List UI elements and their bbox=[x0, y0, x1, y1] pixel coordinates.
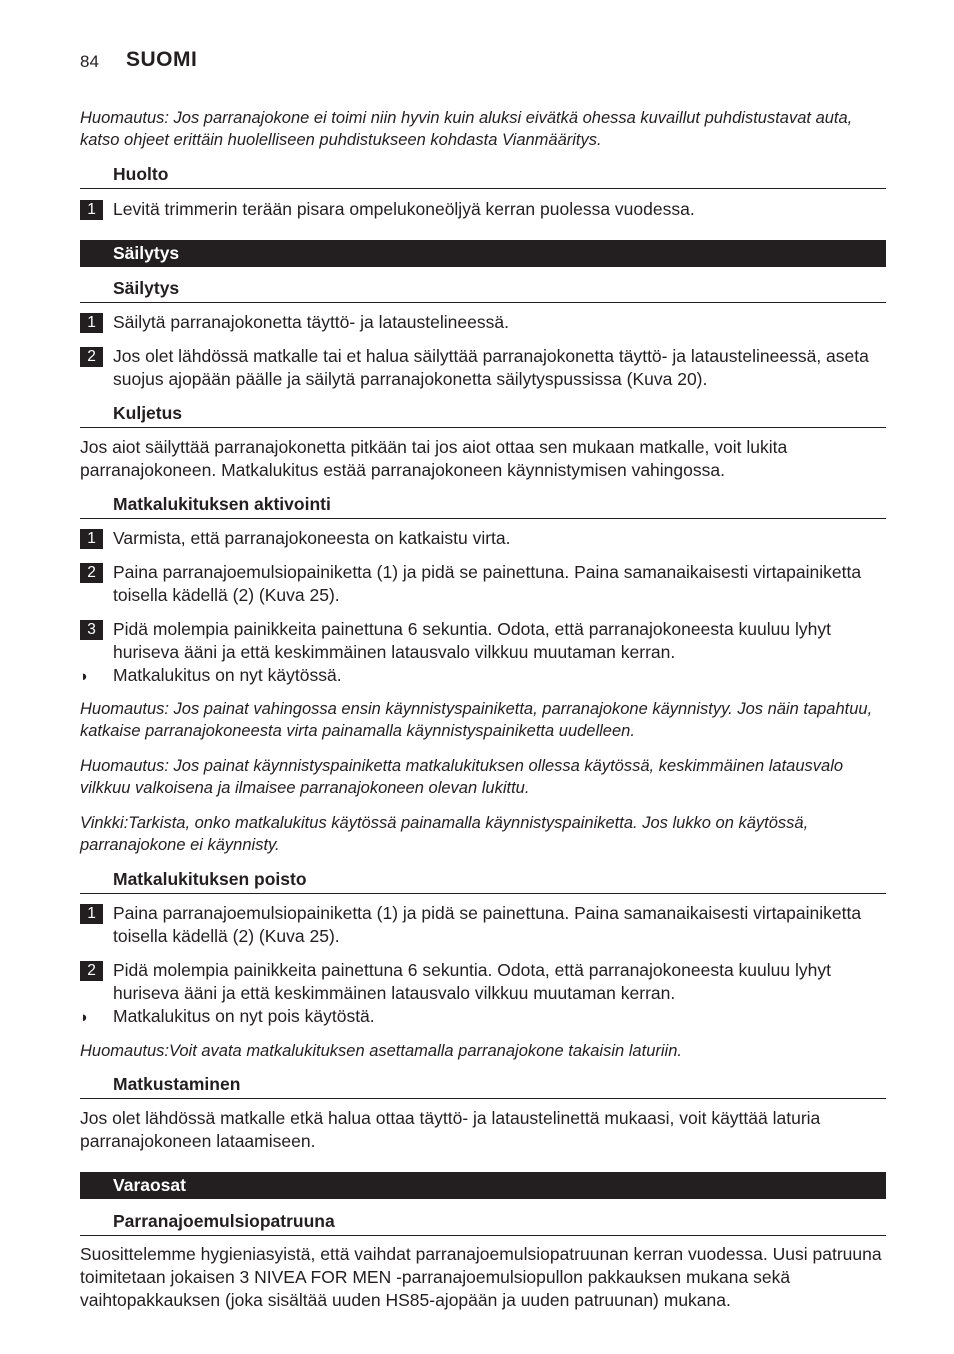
step-number: 2 bbox=[80, 961, 103, 981]
step-number: 3 bbox=[80, 620, 103, 640]
aktivointi-result bbox=[80, 664, 886, 687]
step-text: Jos olet lähdössä matkalle tai et halua säilyttää parranajokonetta täyttö- ja lataustelineessä, aseta suojus ajopään päälle ja säilytä parranajokonetta säilytyspussissa (Kuva 20). bbox=[113, 346, 869, 389]
poisto-result bbox=[80, 1005, 886, 1028]
intro-note: Huomautus: Jos parranajokone ei toimi niin hyvin kuin aluksi eivätkä ohessa kuvaillut puhdistustavat auta, katso ohjeet erittäin huolelliseen puhdistukseen kohdasta Vianmääritys. bbox=[80, 109, 853, 149]
subheading-poisto: Matkalukituksen poisto bbox=[80, 867, 886, 894]
matkustaminen-text: Jos olet lähdössä matkalle etkä halua ottaa täyttö- ja lataustelinettä mukaasi, voit käyttää laturia parranajokoneen lataamiseen. bbox=[80, 1108, 821, 1151]
language-label: SUOMI bbox=[126, 48, 198, 71]
patruuna-text: Suosittelemme hygieniasyistä, että vaihdat parranajoemulsiopatruunan kerran vuodessa. Uusi patruuna toimitetaan jokaisen 3 NIVEA FOR MEN -parranajoemulsiopullon pakkauksen mukana sekä vaihtopakkauksen (joka sisältää uuden HS85-ajopään ja uuden patruunan) mukana. bbox=[80, 1244, 882, 1310]
section-bar-varaosat: Varaosat bbox=[80, 1172, 886, 1199]
step-text: Paina parranajoemulsiopainiketta (1) ja pidä se painettuna. Paina samanaikaisesti virtapainiketta toisella kädellä (2) (Kuva 25). bbox=[113, 903, 862, 946]
step-text: Säilytä parranajokonetta täyttö- ja lataustelineessä. bbox=[113, 312, 509, 332]
aktivointi-step-1 bbox=[80, 527, 886, 550]
step-number: 1 bbox=[80, 529, 103, 549]
sailytys-step-2 bbox=[80, 345, 886, 391]
poisto-step-1 bbox=[80, 902, 886, 948]
page-number: 84 bbox=[80, 52, 99, 71]
step-number: 1 bbox=[80, 313, 103, 333]
poisto-step-2 bbox=[80, 959, 886, 1005]
kuljetus-text: Jos aiot säilyttää parranajokonetta pitkään tai jos aiot ottaa sen mukaan matkalle, voit lukita parranajokoneen. Matkalukitus estää parranajokoneen käynnistymisen vahingossa. bbox=[80, 437, 788, 480]
aktivointi-step-2 bbox=[80, 561, 886, 607]
aktivointi-note-2: Huomautus: Jos painat käynnistyspainiketta matkalukituksen ollessa käytössä, keskimmäinen latausvalo vilkkuu valkoisena ja ilmaisee parranajokoneen olevan lukittu. bbox=[80, 757, 844, 797]
subheading-aktivointi: Matkalukituksen aktivointi bbox=[80, 492, 886, 519]
result-text: Matkalukitus on nyt käytössä. bbox=[113, 665, 342, 685]
aktivointi-step-3 bbox=[80, 618, 886, 664]
subheading-sailytys: Säilytys bbox=[80, 276, 886, 303]
result-bullet-icon: ◗ bbox=[80, 668, 90, 685]
step-text: Levitä trimmerin terään pisara ompelukoneöljyä kerran puolessa vuodessa. bbox=[113, 199, 695, 219]
step-number: 1 bbox=[80, 200, 103, 220]
step-number: 1 bbox=[80, 904, 103, 924]
huolto-step-1 bbox=[80, 198, 886, 221]
step-text: Varmista, että parranajokoneesta on katkaistu virta. bbox=[113, 528, 511, 548]
subheading-patruuna: Parranajoemulsiopatruuna bbox=[80, 1209, 886, 1236]
step-text: Paina parranajoemulsiopainiketta (1) ja pidä se painettuna. Paina samanaikaisesti virtapainiketta toisella kädellä (2) (Kuva 25). bbox=[113, 562, 862, 605]
aktivointi-note-1: Huomautus: Jos painat vahingossa ensin käynnistyspainiketta, parranajokone käynnistyy. Jos näin tapahtuu, katkaise parranajokoneesta virta painamalla käynnistyspainiketta uudelleen. bbox=[80, 700, 873, 740]
step-number: 2 bbox=[80, 347, 103, 367]
subheading-matkustaminen: Matkustaminen bbox=[80, 1072, 886, 1099]
section-bar-sailytys: Säilytys bbox=[80, 240, 886, 267]
sailytys-step-1 bbox=[80, 311, 886, 334]
step-number: 2 bbox=[80, 563, 103, 583]
subheading-huolto: Huolto bbox=[80, 162, 886, 189]
step-text: Pidä molempia painikkeita painettuna 6 sekuntia. Odota, että parranajokoneesta kuuluu lyhyt huriseva ääni ja että keskimmäinen latausvalo vilkkuu muutaman kerran. bbox=[113, 960, 831, 1003]
result-text: Matkalukitus on nyt pois käytöstä. bbox=[113, 1006, 375, 1026]
result-bullet-icon: ◗ bbox=[80, 1009, 90, 1026]
aktivointi-tip: Vinkki:Tarkista, onko matkalukitus käytössä painamalla käynnistyspainiketta. Jos lukko on käytössä, parranajokone ei käynnisty. bbox=[80, 814, 809, 854]
subheading-kuljetus: Kuljetus bbox=[80, 401, 886, 428]
poisto-note: Huomautus:Voit avata matkalukituksen asettamalla parranajokone takaisin laturiin. bbox=[80, 1042, 682, 1060]
step-text: Pidä molempia painikkeita painettuna 6 sekuntia. Odota, että parranajokoneesta kuuluu lyhyt huriseva ääni ja että keskimmäinen latausvalo vilkkuu muutaman kerran. bbox=[113, 619, 831, 662]
